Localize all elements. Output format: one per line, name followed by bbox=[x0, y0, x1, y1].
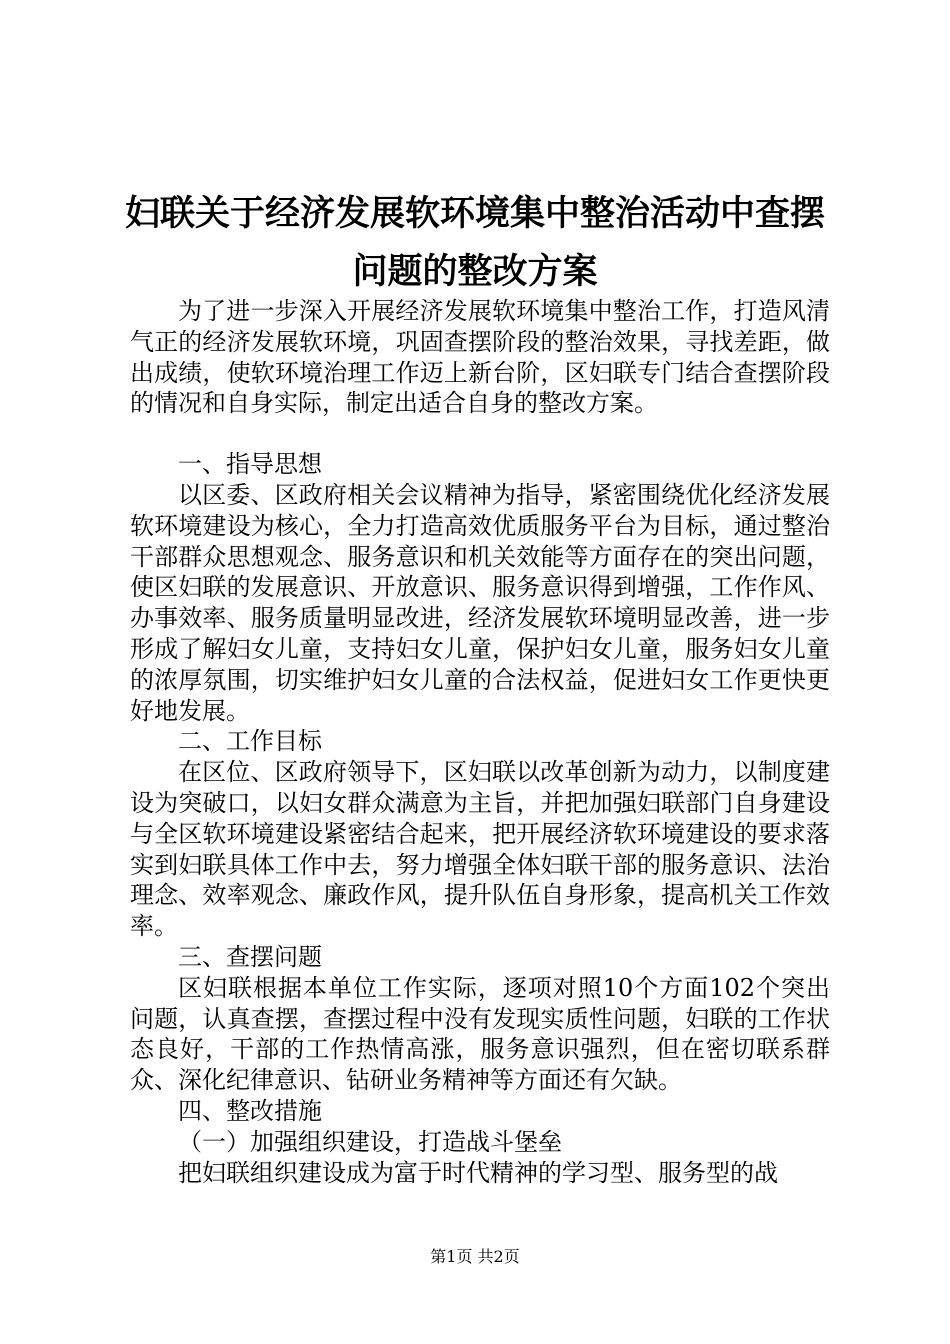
section-heading-rectification-measures: 四、整改措施 bbox=[178, 1096, 322, 1125]
section-body-work-goals: 在区位、区政府领导下，区妇联以改革创新为动力，以制度建设为突破口，以妇女群众满意为主旨，并把加强妇联部门自身建设与全区软环境建设紧密结合起来，把开展经济软环境建设的要求落实到妇联具体工作中去，努力增强全体妇联干部的服务意识、法治理念、效率观念、廉政作风，提升队伍自身形象，提高机关工作效率。 bbox=[130, 758, 830, 941]
section-heading-work-goals: 二、工作目标 bbox=[178, 727, 322, 756]
subsection-heading-organization: （一）加强组织建设，打造战斗堡垒 bbox=[178, 1127, 562, 1156]
section-body-guiding-ideology: 以区委、区政府相关会议精神为指导，紧密围绕优化经济发展软环境建设为核心，全力打造高效优质服务平台为目标，通过整治干部群众思想观念、服务意识和机关效能等方面存在的突出问题，使区妇联的发展意识、开放意识、服务意识得到增强，工作作风、办事效率、服务质量明显改进，经济发展软环境明显改善，进一步形成了解妇女儿童，支持妇女儿童，保护妇女儿童，服务妇女儿童的浓厚氛围，切实维护妇女儿童的合法权益，促进妇女工作更快更好地发展。 bbox=[130, 480, 830, 725]
page-footer: 第1页 共2页 bbox=[430, 1247, 520, 1266]
section-heading-guiding-ideology: 一、指导思想 bbox=[178, 450, 322, 479]
intro-paragraph: 为了进一步深入开展经济发展软环境集中整治工作，打造风清气正的经济发展软环境，巩固查摆阶段的整治效果，寻找差距，做出成绩，使软环境治理工作迈上新台阶，区妇联专门结合查摆阶段的情况和自身实际，制定出适合自身的整改方案。 bbox=[130, 297, 830, 418]
document-title-line-2: 问题的整改方案 bbox=[352, 251, 598, 292]
document-body bbox=[130, 296, 830, 1188]
subsection-body-organization: 把妇联组织建设成为富于时代精神的学习型、服务型的战 bbox=[178, 1158, 778, 1187]
section-body-problems-found: 区妇联根据本单位工作实际，逐项对照10个方面102个突出问题，认真查摆，查摆过程中没有发现实质性问题，妇联的工作状态良好，干部的工作热情高涨，服务意识强烈，但在密切联系群众、深化纪律意识、钻研业务精神等方面还有欠缺。 bbox=[130, 973, 830, 1095]
section-heading-problems-found: 三、查摆问题 bbox=[178, 942, 322, 971]
document-title-line-1: 妇联关于经济发展软环境集中整治活动中查摆 bbox=[124, 193, 825, 234]
